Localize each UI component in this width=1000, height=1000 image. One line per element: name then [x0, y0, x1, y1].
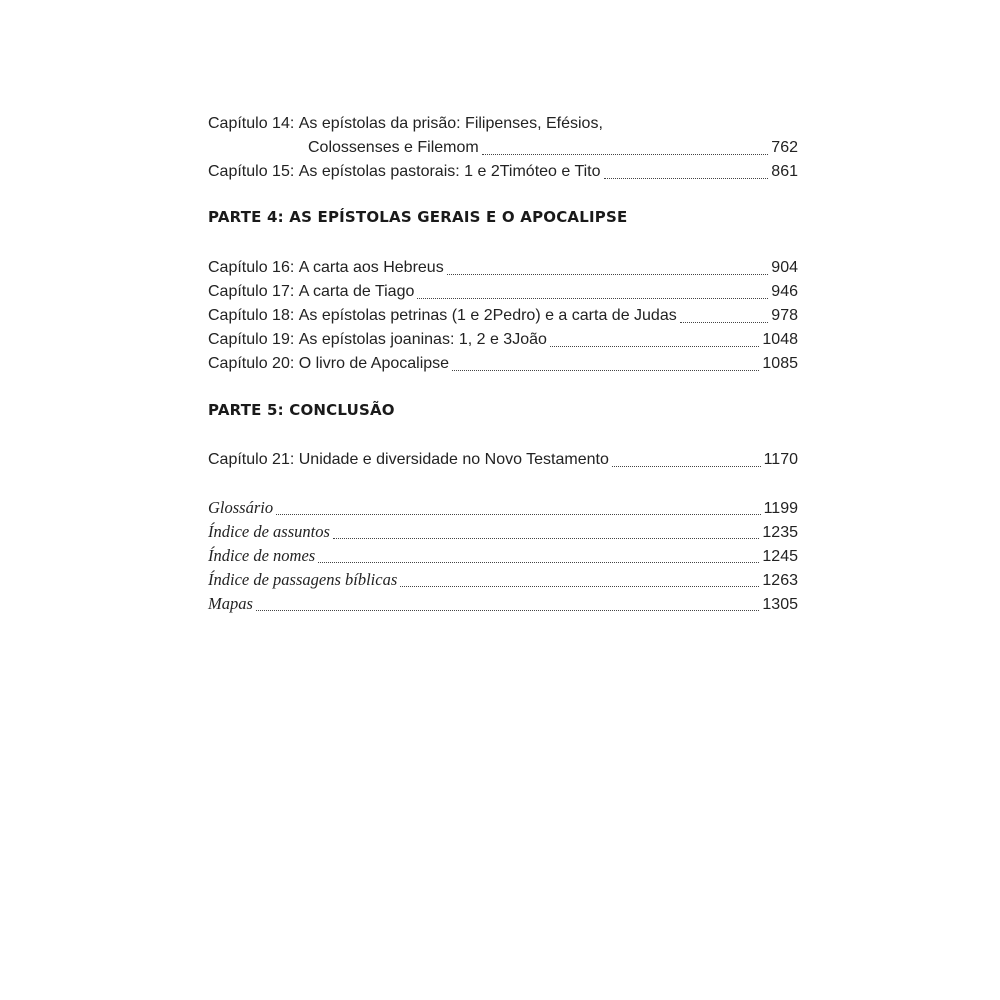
leader-dots: [276, 514, 760, 515]
chapter-title: A carta de Tiago: [298, 283, 415, 300]
page-number: 861: [771, 163, 798, 180]
leader-dots: [612, 466, 761, 467]
leader-dots: [333, 538, 760, 539]
toc-part3-tail: [208, 112, 798, 184]
leader-dots: [604, 178, 769, 179]
toc-entry: [208, 544, 798, 568]
chapter-label: Capítulo 17:: [208, 283, 295, 300]
leader-dots: [452, 370, 759, 371]
chapter-label: Capítulo 18:: [208, 307, 295, 324]
back-matter-title: Glossário: [208, 498, 274, 517]
page-number: 1085: [762, 355, 798, 372]
leader-dots: [447, 274, 769, 275]
toc-entry-ch14-line2: [208, 136, 798, 160]
page-number: 1245: [762, 548, 798, 565]
toc-entry: [208, 568, 798, 592]
toc-entry: [208, 448, 798, 472]
leader-dots: [680, 322, 769, 323]
toc-entry: [208, 304, 798, 328]
page-number: 1263: [762, 572, 798, 589]
toc-entry: [208, 328, 798, 352]
chapter-label: Capítulo 16:: [208, 259, 295, 276]
toc-entry: [208, 520, 798, 544]
leader-dots: [550, 346, 760, 347]
leader-dots: [417, 298, 768, 299]
page-number: 1048: [762, 331, 798, 348]
chapter-label: Capítulo 21:: [208, 451, 295, 468]
back-matter-title: Índice de assuntos: [208, 522, 330, 541]
chapter-title: As epístolas joaninas: 1, 2 e 3João: [298, 331, 547, 348]
chapter-title: Colossenses e Filemom: [308, 139, 479, 156]
toc-entry: [208, 280, 798, 304]
page-number: 1305: [762, 596, 798, 613]
chapter-title: Unidade e diversidade no Novo Testamento: [298, 451, 609, 468]
page-number: 1170: [763, 451, 798, 468]
page-number: 1235: [762, 524, 798, 541]
page-number: 904: [771, 259, 798, 276]
leader-dots: [318, 562, 759, 563]
toc-entry-ch14-line1: [208, 112, 798, 136]
back-matter-title: Índice de nomes: [208, 546, 316, 565]
toc-entry: [208, 352, 798, 376]
back-matter-title: Índice de passagens bíblicas: [208, 570, 398, 589]
page-number: 1199: [763, 500, 798, 517]
page-number: 946: [771, 283, 798, 300]
chapter-label: Capítulo 14:: [208, 115, 295, 132]
toc-part5: [208, 448, 798, 472]
leader-dots: [482, 154, 769, 155]
part4-heading: PARTE 4: AS EPÍSTOLAS GERAIS E O APOCALIPSE: [208, 208, 628, 226]
toc-back-matter: [208, 496, 798, 616]
page-number: 978: [771, 307, 798, 324]
toc-entry: [208, 496, 798, 520]
page-number: 762: [771, 139, 798, 156]
chapter-title: O livro de Apocalipse: [298, 355, 450, 372]
part5-heading: PARTE 5: CONCLUSÃO: [208, 401, 395, 419]
leader-dots: [400, 586, 759, 587]
toc-entry: [208, 592, 798, 616]
chapter-title: As epístolas petrinas (1 e 2Pedro) e a carta de Judas: [298, 307, 677, 324]
chapter-label: Capítulo 15:: [208, 163, 295, 180]
chapter-title: As epístolas pastorais: 1 e 2Timóteo e Tito: [298, 163, 601, 180]
toc-entry: [208, 256, 798, 280]
chapter-label: Capítulo 20:: [208, 355, 295, 372]
toc-entry-ch15: [208, 160, 798, 184]
back-matter-title: Mapas: [208, 594, 253, 613]
chapter-title: A carta aos Hebreus: [298, 259, 444, 276]
leader-dots: [256, 610, 759, 611]
toc-part4: [208, 256, 798, 376]
chapter-title: As epístolas da prisão: Filipenses, Efésios,: [298, 115, 603, 132]
chapter-label: Capítulo 19:: [208, 331, 295, 348]
